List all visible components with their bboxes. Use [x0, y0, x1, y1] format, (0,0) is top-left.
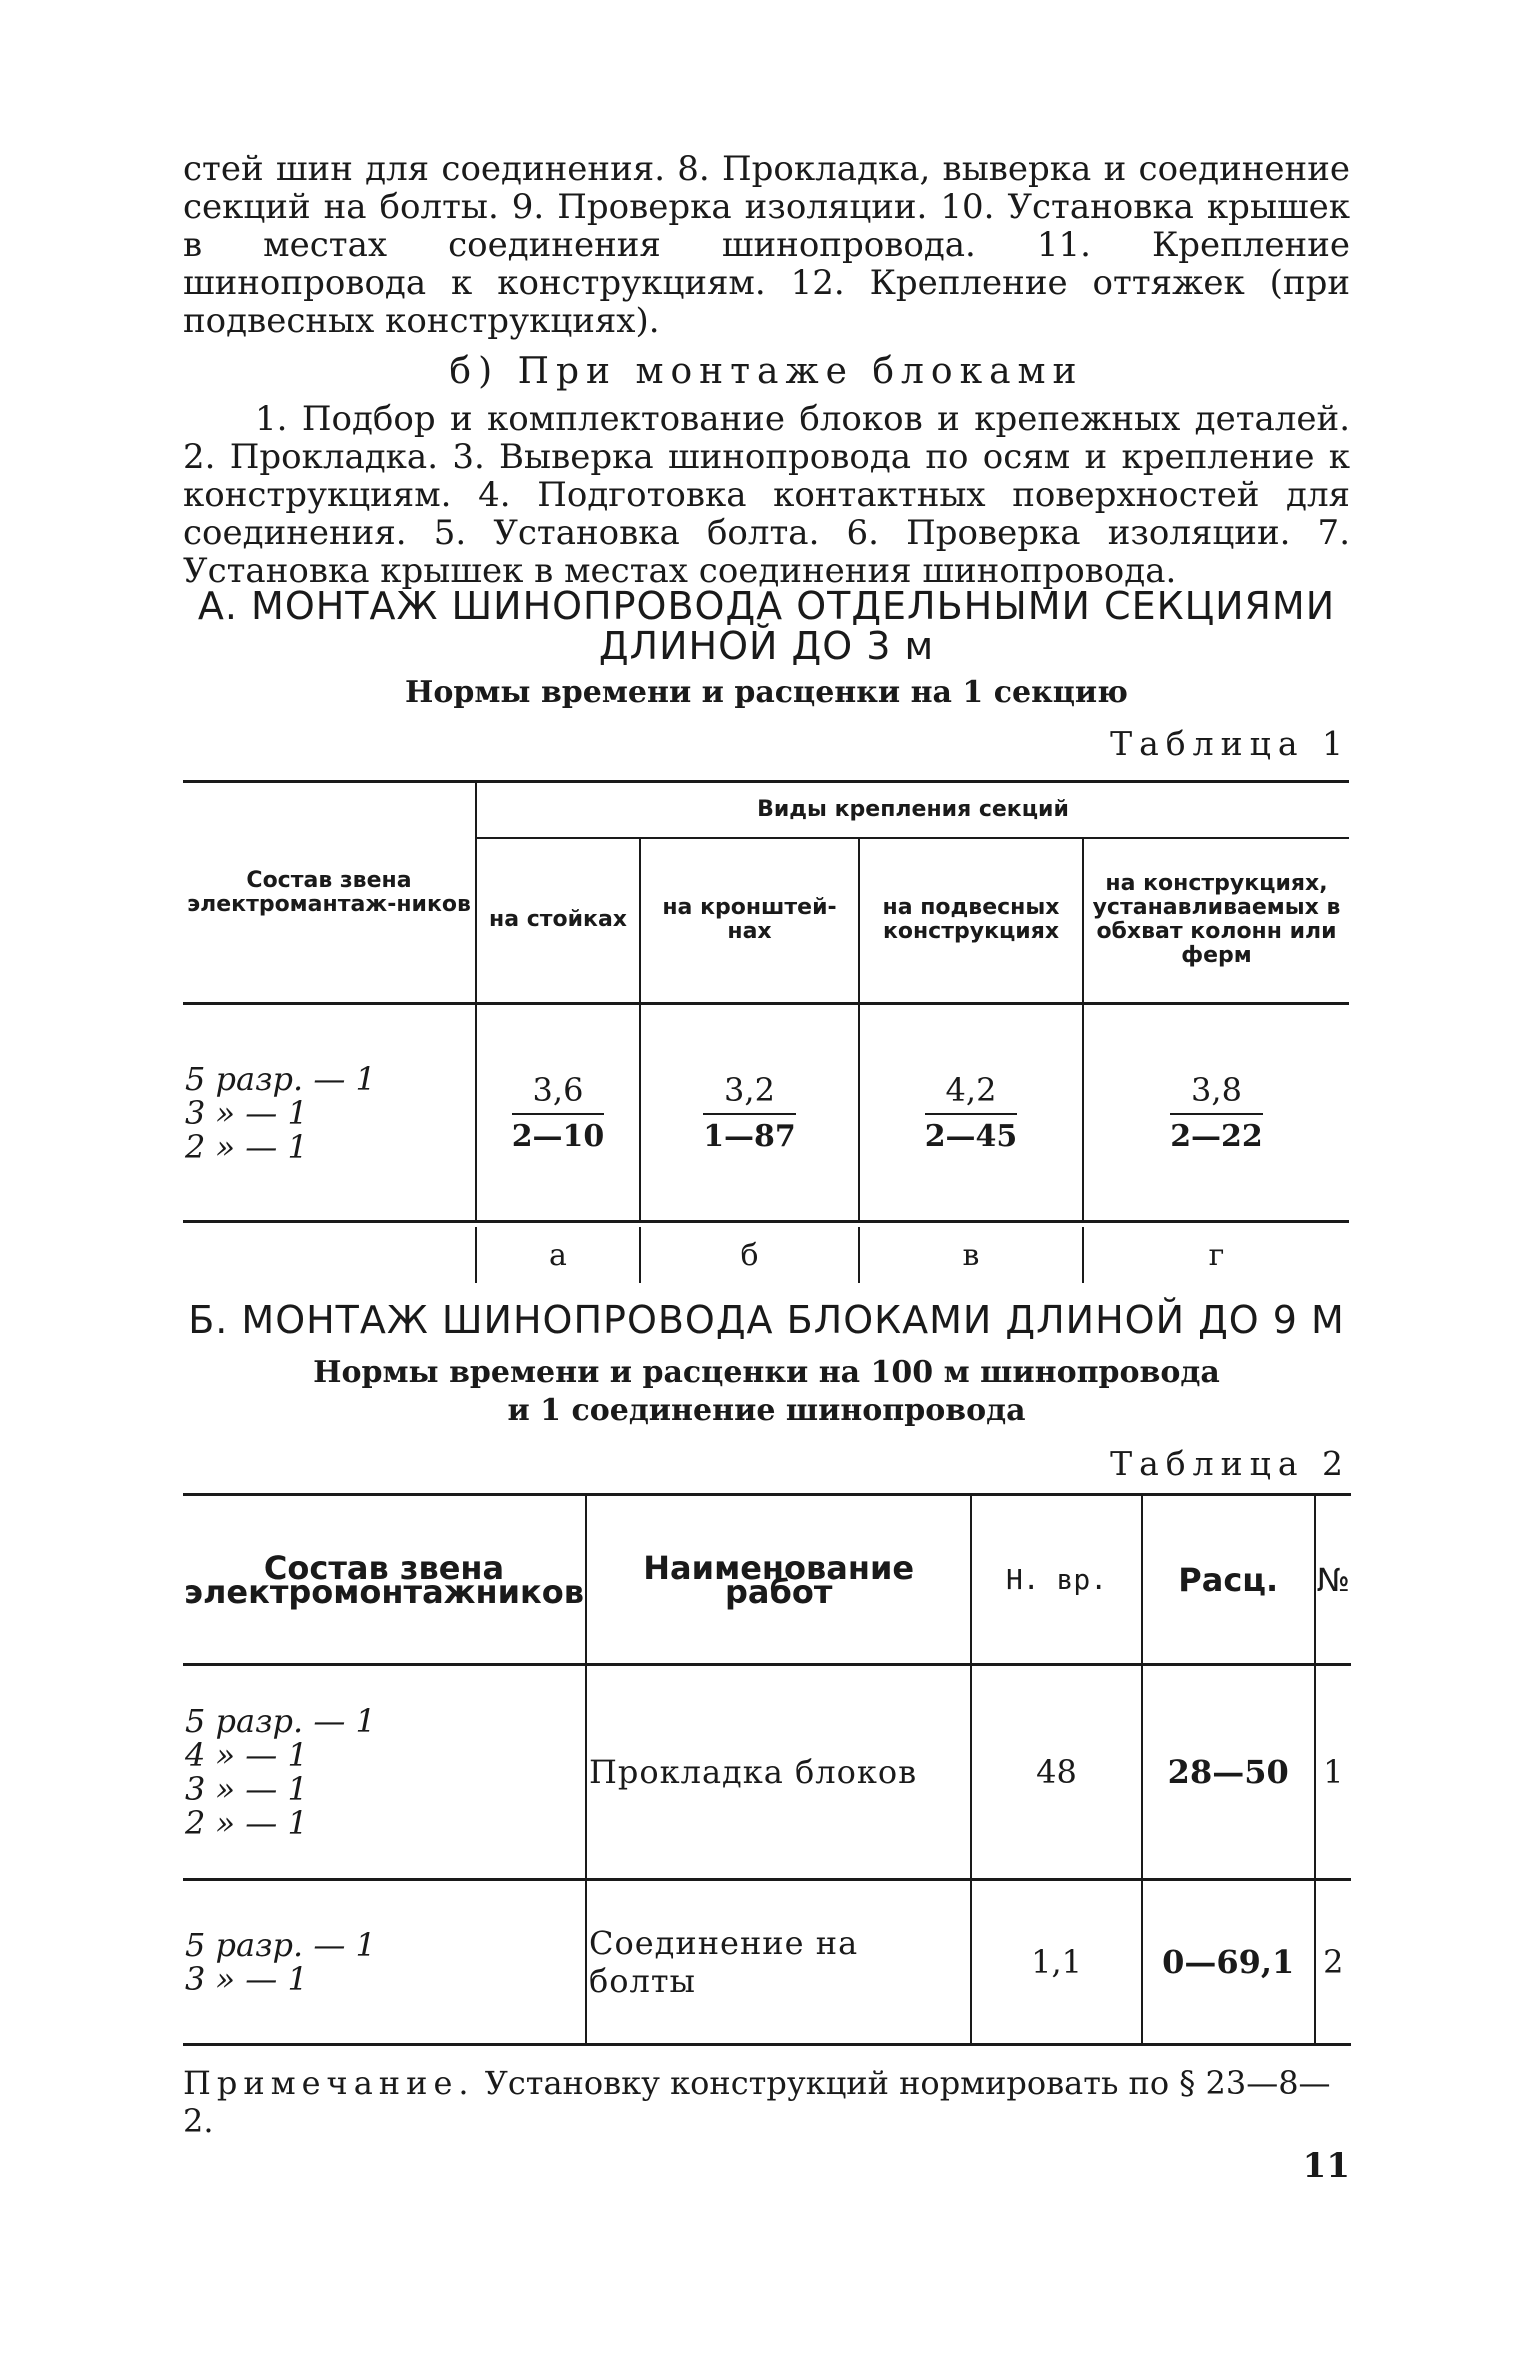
page-number: 11	[1302, 2146, 1350, 2186]
crew-line: 4 » — 1	[185, 1736, 308, 1774]
note	[183, 2064, 1350, 2140]
crew-line: 5 разр. — 1	[185, 1702, 376, 1740]
section-b	[183, 1300, 1350, 1484]
section-b-norms-line1: Нормы времени и расценки на 100 м шинопровода	[313, 1355, 1220, 1390]
rate-value: 2—45	[924, 1119, 1018, 1154]
table-row	[183, 1665, 1351, 1880]
table-1-crew-cell	[183, 1004, 476, 1222]
table-2-num-cell: 2	[1315, 1880, 1351, 2045]
rate-value: 2—10	[511, 1119, 605, 1154]
norm-value: 3,2	[703, 1071, 796, 1115]
crew-line: 5 разр. — 1	[185, 1059, 376, 1098]
table-2-work-header: Наименование работ	[586, 1495, 971, 1665]
table-2-rate-cell: 28—50	[1142, 1665, 1315, 1880]
crew-line: 2 » — 1	[185, 1804, 308, 1842]
table-2-num-header: №	[1315, 1495, 1351, 1665]
table-2-norm-header: Н. вр.	[971, 1495, 1141, 1665]
table-1-letter-d: г	[1083, 1227, 1349, 1283]
intro-section	[183, 150, 1350, 590]
table-2-crew-cell	[183, 1665, 586, 1880]
table-2-work-cell: Соединение на болты	[586, 1880, 971, 2045]
table-2-rate-cell: 0—69,1	[1142, 1880, 1315, 2045]
intro-paragraph-2: 1. Подбор и комплектование блоков и крепежных деталей. 2. Прокладка. 3. Выверка шинопровода по осям и крепление к конструкциям. 4. Подготовка контактных поверхностей для соединения. 5. Установка болта. 6. Проверка изоляции. 7. Установка крышек в местах соединения шинопровода.	[183, 399, 1350, 591]
crew-line: 2 » — 1	[185, 1127, 308, 1166]
table-2	[183, 1493, 1351, 2046]
table-1-col-d-header: на конструкциях, устанавливаемых в обхват колонн или ферм	[1083, 838, 1349, 1004]
table-1-label: Таблица 1	[1110, 724, 1350, 763]
table-1-letter-a: а	[476, 1227, 640, 1283]
crew-line: 5 разр. — 1	[185, 1926, 376, 1964]
section-b-title: Б. МОНТАЖ ШИНОПРОВОДА БЛОКАМИ ДЛИНОЙ ДО 9 М	[188, 1298, 1345, 1342]
table-2-norm-cell: 1,1	[971, 1880, 1141, 2045]
table-row	[183, 1880, 1351, 2045]
table-1-col-a-header: на стойках	[476, 838, 640, 1004]
table-1-crew-header: Состав звена электромантаж-ников	[183, 782, 476, 1004]
table-2-crew-header: Состав звена электромонтажников	[183, 1495, 586, 1665]
table-2-label: Таблица 2	[1110, 1444, 1350, 1483]
crew-line: 3 » — 1	[185, 1960, 308, 1998]
rate-value: 2—22	[1170, 1119, 1263, 1154]
table-1-value-b	[640, 1004, 859, 1222]
intro-paragraph-1: стей шин для соединения. 8. Прокладка, выверка и соединение секций на болты. 9. Проверка изоляции. 10. Установка крышек в местах соединения шинопровода. 11. Крепление шинопровода к конструкциям. 12. Крепление оттяжек (при подвесных конструкциях).	[183, 149, 1350, 341]
table-2-norm-cell: 48	[971, 1665, 1141, 1880]
table-1-col-c-header: на подвесных конструкциях	[859, 838, 1083, 1004]
section-b-norms-line2: и 1 соединение шинопровода	[507, 1393, 1026, 1428]
norm-value: 3,8	[1170, 1071, 1263, 1115]
table-1-value-c	[859, 1004, 1083, 1222]
norm-value: 4,2	[925, 1071, 1018, 1115]
section-a	[183, 586, 1350, 764]
table-1-group-header: Виды крепления секций	[476, 782, 1349, 838]
section-a-title-line1: А. МОНТАЖ ШИНОПРОВОДА ОТДЕЛЬНЫМИ СЕКЦИЯМИ	[197, 584, 1336, 628]
section-a-title-line2: ДЛИНОЙ ДО 3 м	[598, 624, 935, 668]
table-1-value-a	[476, 1004, 640, 1222]
section-a-norms: Нормы времени и расценки на 1 секцию	[405, 675, 1128, 710]
note-label: Примечание.	[183, 2064, 475, 2102]
table-2-num-cell: 1	[1315, 1665, 1351, 1880]
table-1-col-b-header: на кронштей-нах	[640, 838, 859, 1004]
table-2-crew-cell	[183, 1880, 586, 2045]
table-1-letter-c: в	[859, 1227, 1083, 1283]
crew-line: 3 » — 1	[185, 1093, 308, 1132]
note-body: Установку конструкций нормировать по § 23—8—2.	[183, 2064, 1331, 2140]
rate-value: 1—87	[703, 1119, 796, 1154]
table-2-work-cell: Прокладка блоков	[586, 1665, 971, 1880]
table-2-rate-header: Расц.	[1142, 1495, 1315, 1665]
table-1-value-d	[1083, 1004, 1349, 1222]
norm-value: 3,6	[512, 1071, 605, 1115]
table-1	[183, 780, 1349, 1283]
subheading-blocks: б) При монтаже блоками	[449, 351, 1084, 392]
crew-line: 3 » — 1	[185, 1770, 308, 1808]
note-text	[183, 2064, 1350, 2140]
table-1-letter-b: б	[640, 1227, 859, 1283]
